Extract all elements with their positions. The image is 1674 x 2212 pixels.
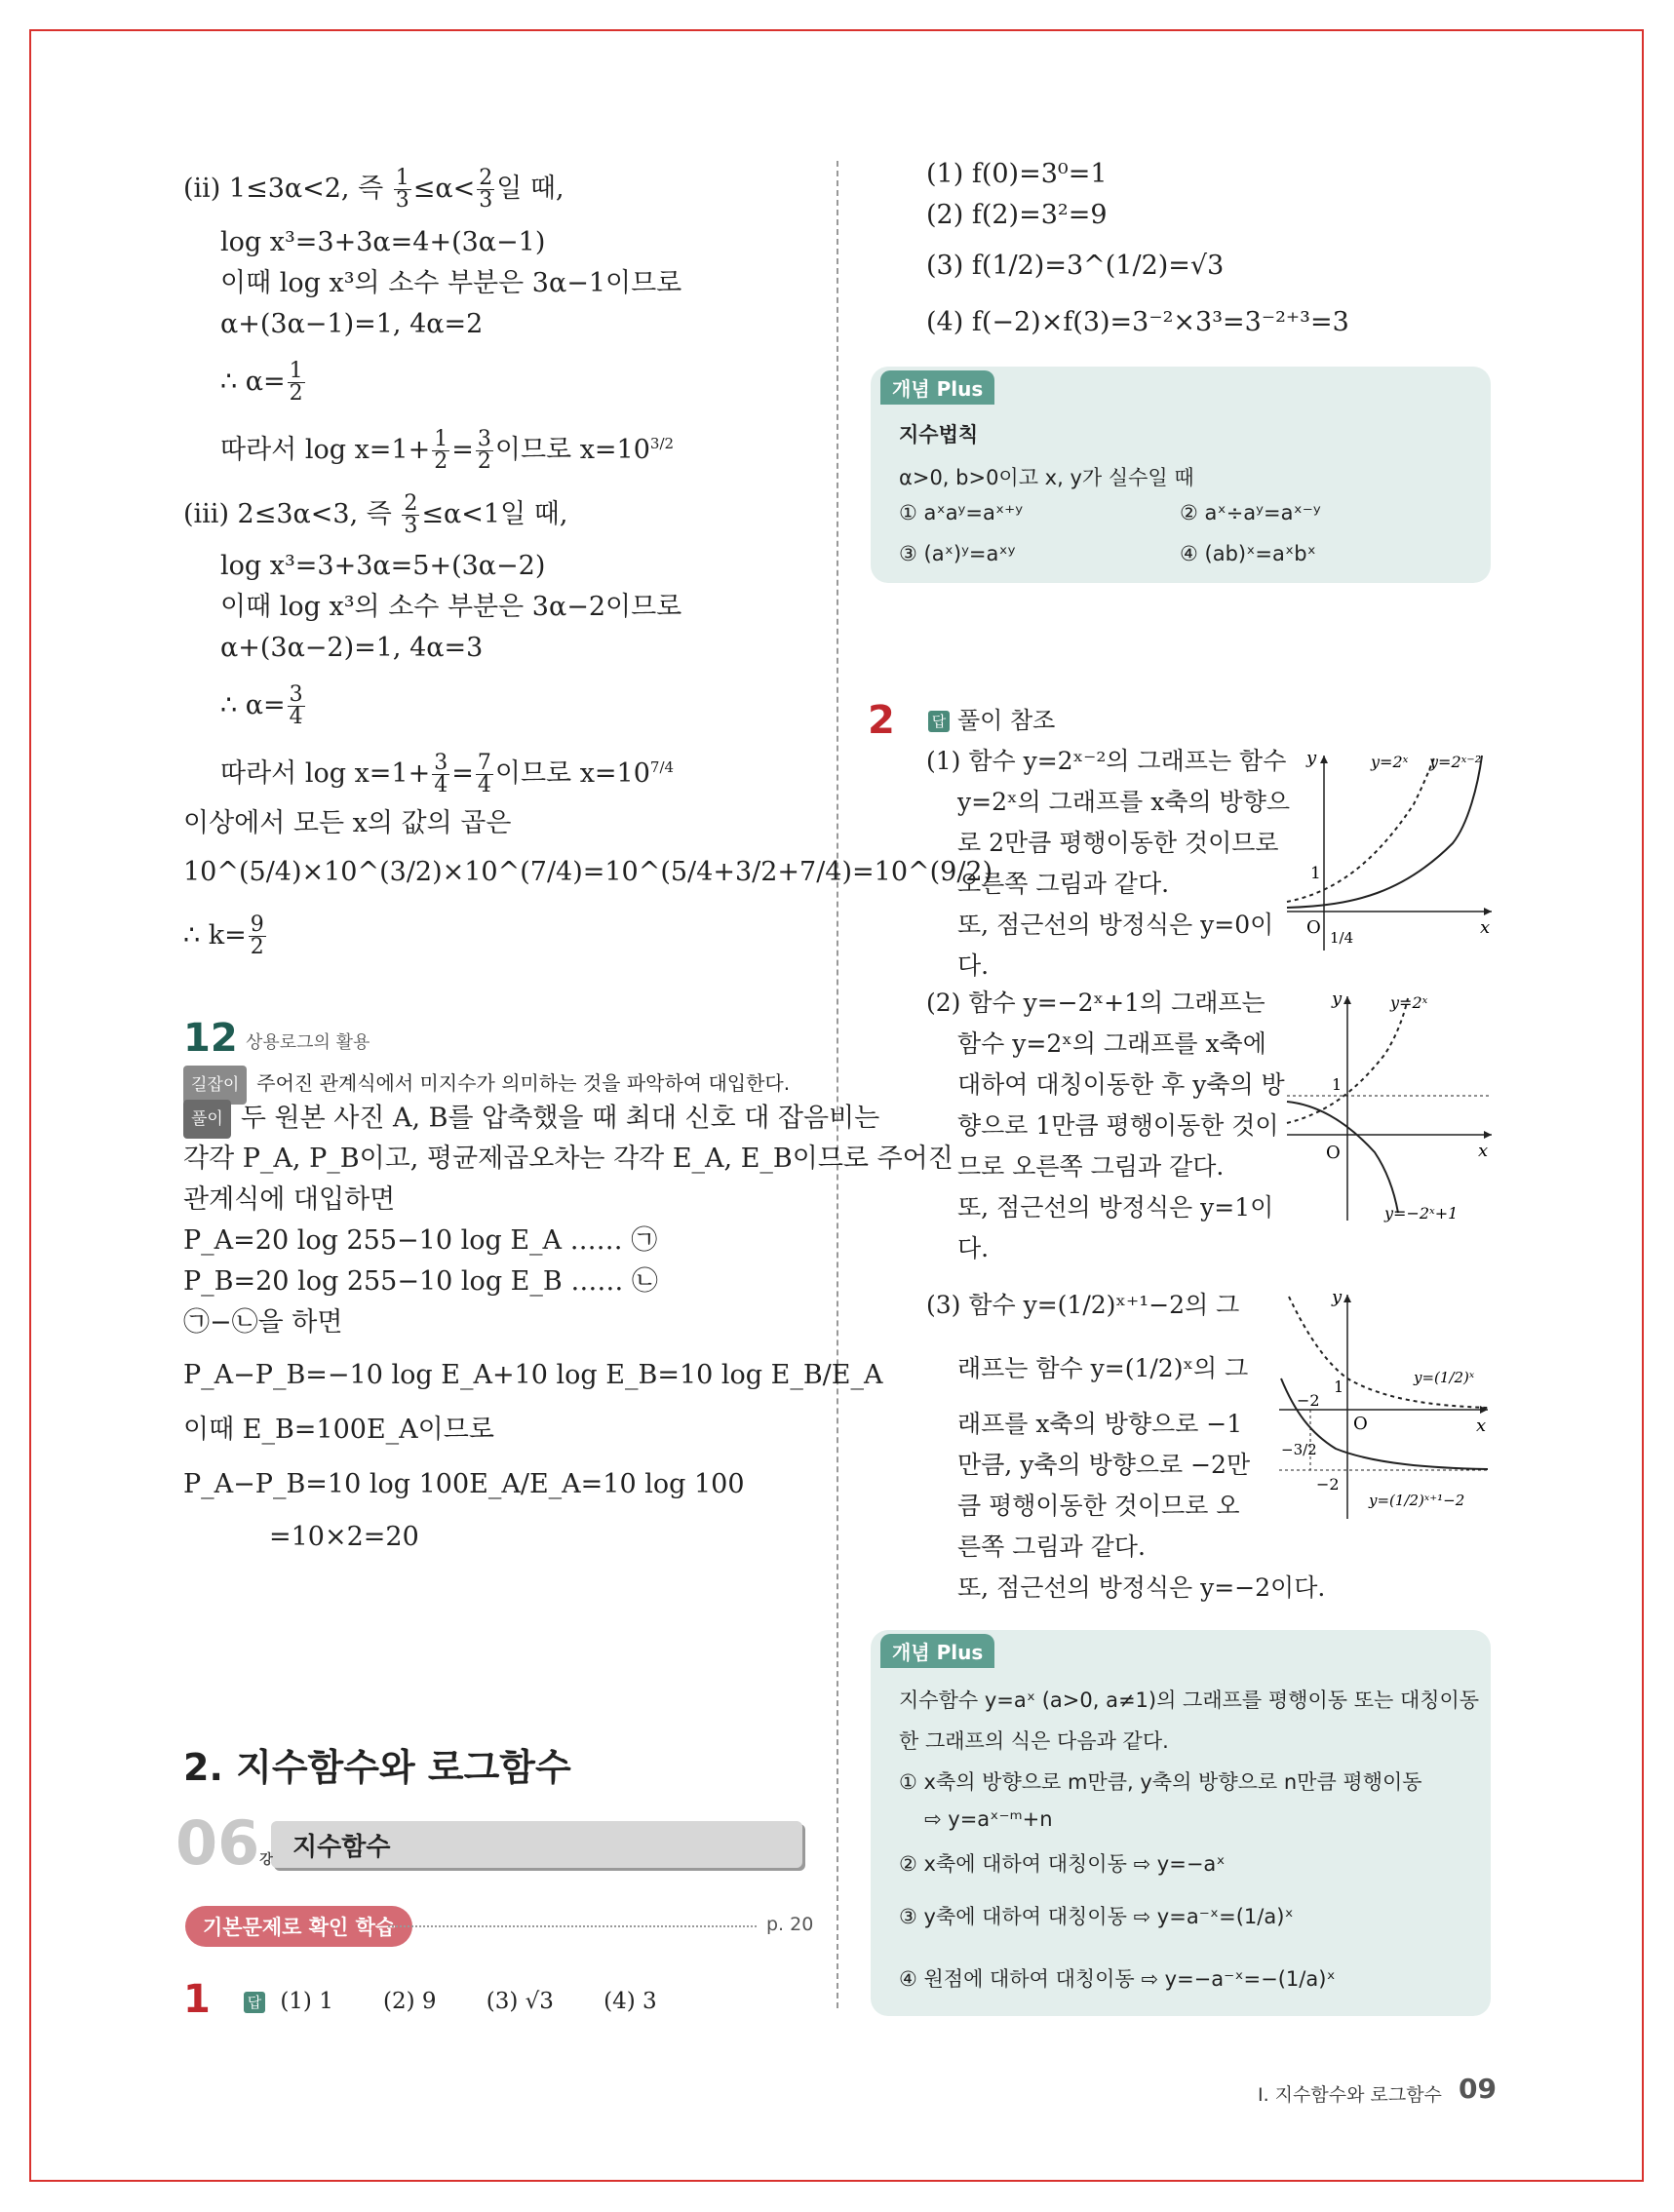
q2-p3-l6: 른쪽 그림과 같다. [957, 1533, 1146, 1561]
lesson-title: 지수함수 [292, 1833, 391, 1862]
plus2-line4: ⇨ y=aˣ⁻ᵐ+n [924, 1807, 1053, 1831]
product-line: 10^(5/4)×10^(3/2)×10^(7/4)=10^(5/4+3/2+7/4)=10^(9/2) [183, 857, 993, 887]
g1-y-label: y [1306, 748, 1317, 768]
q2-head: 답 풀이 참조 [928, 702, 1055, 739]
q12-eq6: P_A−P_B=10 log 100E_A/E_A=10 log 100 [183, 1469, 745, 1499]
case-iii-line5: 따라서 log x=1+ $\frac{3}{4}$ = $\frac{7}{4}$ 이므로 $x=10^{7/4}$ [220, 751, 675, 797]
case-iii-line1: log x³=3+3α=5+(3α−2) [220, 551, 546, 581]
concept-plus-tab-2: 개념 Plus [880, 1634, 994, 1668]
q1-sol-1: (1) f(0)=3⁰=1 [926, 159, 1108, 189]
q2-p1-l6: 다. [957, 951, 990, 980]
case-iii-line2: 이때 log x³의 소수 부분은 3α−2이므로 [220, 592, 682, 622]
g3-origin: O [1353, 1414, 1368, 1434]
column-divider [837, 161, 838, 2008]
plus1-title: 지수법칙 [899, 423, 979, 446]
q12-eq7: =10×2=20 [269, 1522, 419, 1552]
g1-one: 1 [1310, 864, 1321, 883]
q2-p2-l1: (2) 함수 y=−2ˣ+1의 그래프는 [926, 989, 1265, 1017]
g3-x-label: x [1476, 1416, 1487, 1436]
g1-x-label: x [1480, 917, 1491, 938]
q12-eq5: 이때 E_B=100E_A이므로 [183, 1415, 494, 1445]
case-iii-line3: α+(3α−2)=1, 4α=3 [220, 633, 484, 663]
product-intro: 이상에서 모든 x의 값의 곱은 [183, 808, 512, 838]
g1-quarter: 1/4 [1330, 929, 1354, 947]
case-iii-head: (iii) 2≤3α<3, 즉 $\frac{2}{3}$ ≤α<1일 때, [183, 491, 568, 538]
q2-p3-l3: 래프를 x축의 방향으로 −1 [957, 1410, 1243, 1438]
q12-eq1: P_A=20 log 255−10 log E_A …… ㉠ [183, 1225, 658, 1256]
plus2-line1: 지수함수 y=aˣ (a>0, a≠1)의 그래프를 평행이동 또는 대칭이동 [899, 1688, 1480, 1712]
g3-minus2-x: −2 [1297, 1391, 1320, 1410]
dotted-leader [388, 1925, 757, 1927]
g1-label-2x: y=2ˣ [1371, 753, 1409, 771]
g3-y-label: y [1332, 1287, 1343, 1307]
g2-label-2x: y=2ˣ [1390, 993, 1428, 1012]
q1-number: 1 [183, 1977, 211, 2022]
q12-sol-line2: 각각 P_A, P_B이고, 평균제곱오차는 각각 E_A, E_B이므로 주어진 [183, 1144, 954, 1174]
case-ii-line1: log x³=3+3α=4+(3α−1) [220, 227, 546, 257]
case-iii-line4: ∴ α= $\frac{3}{4}$ [220, 682, 303, 729]
g2-y-label: y [1332, 989, 1343, 1009]
q2-p2-l2: 함수 y=2ˣ의 그래프를 x축에 [957, 1029, 1266, 1058]
solution-tag: 풀이 [183, 1100, 231, 1139]
q2-p2-l6: 또, 점근선의 방정식은 y=1이 [957, 1193, 1274, 1222]
g3-one: 1 [1334, 1378, 1344, 1396]
plus2-line7: ④ 원점에 대하여 대칭이동 ⇨ y=−a⁻ˣ=−(1/a)ˣ [899, 1967, 1336, 1991]
case-ii-line2: 이때 log x³의 소수 부분은 3α−1이므로 [220, 268, 682, 298]
plus2-line6: ③ y축에 대하여 대칭이동 ⇨ y=a⁻ˣ=(1/a)ˣ [899, 1905, 1294, 1928]
g1-origin: O [1306, 917, 1321, 938]
q1-answers: 답 (1) 1 (2) 9 (3) √3 (4) 3 [244, 1983, 657, 2020]
q12-guide: 길잡이 주어진 관계식에서 미지수가 의미하는 것을 파악하여 대입한다. [183, 1065, 790, 1105]
case-ii-head: (ii) 1≤3α<2, 즉 $\frac{1}{3}$ ≤α< $\frac{2}{3}$ 일 때, [183, 166, 564, 213]
basic-problems-pill: 기본문제로 확인 학습 [185, 1906, 412, 1947]
case-ii-line3: α+(3α−1)=1, 4α=2 [220, 309, 484, 339]
graph-3 [1267, 1285, 1501, 1529]
plus1-rule1: ① aˣaʸ=aˣ⁺ʸ [899, 501, 1024, 524]
q2-p3-l2: 래프는 함수 y=(1/2)ˣ의 그 [957, 1354, 1249, 1382]
k-line: ∴ k= $\frac{9}{2}$ [183, 912, 264, 959]
q2-p3-l7: 또, 점근선의 방정식은 y=−2이다. [957, 1573, 1326, 1602]
q2-p1-l2: y=2ˣ의 그래프를 x축의 방향으 [957, 788, 1291, 816]
graph-2 [1277, 987, 1501, 1230]
chapter-title: 2. 지수함수와 로그함수 [183, 1746, 571, 1789]
g1-label-2x-2: y=2ˣ⁻² [1429, 753, 1482, 771]
g2-label-neg: y=−2ˣ+1 [1384, 1204, 1459, 1222]
q2-p2-l7: 다. [957, 1234, 990, 1262]
answer-tag: 답 [244, 1992, 265, 2013]
plus2-line5: ② x축에 대하여 대칭이동 ⇨ y=−aˣ [899, 1852, 1226, 1876]
g2-x-label: x [1478, 1141, 1489, 1161]
q2-p3-l5: 큼 평행이동한 것이므로 오 [957, 1492, 1240, 1520]
plus2-line3: ① x축의 방향으로 m만큼, y축의 방향으로 n만큼 평행이동 [899, 1770, 1422, 1794]
q12-eq3: ㉠−㉡을 하면 [183, 1307, 343, 1338]
guide-tag: 길잡이 [183, 1066, 247, 1105]
plus2-line2: 한 그래프의 식은 다음과 같다. [899, 1729, 1169, 1753]
q12-eq2: P_B=20 log 255−10 log E_B …… ㉡ [183, 1266, 658, 1297]
q1-sol-3: (3) f(1/2)=3^(1/2)=√3 [926, 251, 1225, 281]
plus1-rule2: ② aˣ÷aʸ=aˣ⁻ʸ [1180, 501, 1321, 524]
q2-p2-l4: 향으로 1만큼 평행이동한 것이 [957, 1111, 1279, 1140]
q12-sol-line3: 관계식에 대입하면 [183, 1184, 396, 1215]
q2-number: 2 [868, 698, 895, 743]
q12-number: 12 [183, 1016, 238, 1061]
q2-p3-l4: 만큼, y축의 방향으로 −2만 [957, 1451, 1251, 1479]
plus1-rule4: ④ (ab)ˣ=aˣbˣ [1180, 542, 1316, 565]
g3-label-half: y=(1/2)ˣ [1414, 1369, 1475, 1386]
plus1-cond: α>0, b>0이고 x, y가 실수일 때 [899, 466, 1194, 489]
g3-label-shift: y=(1/2)ˣ⁺¹−2 [1369, 1492, 1465, 1509]
lesson-number: 06강 [175, 1807, 273, 1879]
answer-tag-2: 답 [928, 711, 950, 732]
q12-sol-line1: 풀이 두 원본 사진 A, B를 압축했을 때 최대 신호 대 잡음비는 [183, 1100, 879, 1139]
q12-eq4: P_A−P_B=−10 log E_A+10 log E_B=10 log E_B/E_A [183, 1360, 883, 1390]
footer-chapter: Ⅰ. 지수함수와 로그함수 [1258, 2084, 1442, 2106]
q2-p2-l3: 대하여 대칭이동한 후 y축의 방 [957, 1070, 1285, 1099]
q2-p1-l4: 오른쪽 그림과 같다. [957, 870, 1170, 898]
g3-minus2-y: −2 [1316, 1475, 1340, 1494]
graph-1 [1277, 746, 1501, 960]
q12-title: 상용로그의 활용 [246, 1032, 370, 1053]
footer-page-number: 09 [1459, 2073, 1497, 2105]
case-ii-line4: ∴ α= $\frac{1}{2}$ [220, 359, 303, 406]
g3-minus-three-halves: −3/2 [1281, 1441, 1317, 1458]
q1-sol-2: (2) f(2)=3²=9 [926, 200, 1108, 230]
concept-plus-tab-1: 개념 Plus [880, 370, 994, 405]
page-reference: p. 20 [766, 1914, 814, 1935]
case-ii-line5: 따라서 log x=1+ $\frac{1}{2}$ = $\frac{3}{2}$ 이므로 $x=10^{3/2}$ [220, 427, 675, 474]
q2-p3-l1: (3) 함수 y=(1/2)ˣ⁺¹−2의 그 [926, 1291, 1240, 1319]
q2-p1-l5: 또, 점근선의 방정식은 y=0이 [957, 911, 1274, 939]
q2-p1-l3: 로 2만큼 평행이동한 것이므로 [957, 829, 1279, 857]
g2-one: 1 [1332, 1075, 1343, 1094]
q2-p1-l1: (1) 함수 y=2ˣ⁻²의 그래프는 함수 [926, 747, 1287, 775]
q1-sol-4: (4) f(−2)×f(3)=3⁻²×3³=3⁻²⁺³=3 [926, 307, 1349, 337]
g2-origin: O [1326, 1143, 1341, 1163]
q2-p2-l5: 므로 오른쪽 그림과 같다. [957, 1152, 1225, 1181]
plus1-rule3: ③ (aˣ)ʸ=aˣʸ [899, 542, 1016, 565]
